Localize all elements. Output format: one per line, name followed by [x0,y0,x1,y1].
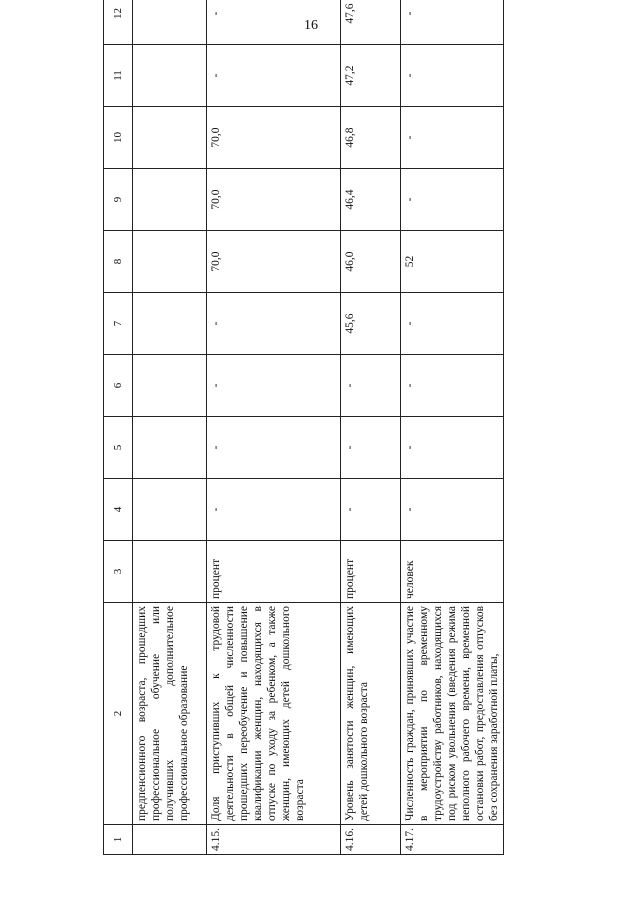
value-cell: 47,6 [341,0,401,45]
row-unit [133,541,207,603]
value-cell: 47,2 [341,45,401,107]
row-number: 4.17. [401,825,504,855]
header-cell: 1 [104,825,133,855]
value-cell: 70,0 [207,107,341,169]
row-unit: процент [207,541,341,603]
header-cell: 10 [104,107,133,169]
value-cell: - [401,0,504,45]
row-description: Доля приступивших к трудовой деятельности в общей численности прошедших переобучение и повышение квалификации женщин, находящихся в отпуске по уходу за ребенком, а также женщин, имеющих детей дошкольного возраста [207,603,341,825]
value-cell: - [401,45,504,107]
header-cell: 7 [104,293,133,355]
value-cell: 70,0 [207,169,341,231]
header-row [104,0,133,855]
page-number: 16 [304,18,318,33]
header-cell: 12 [104,0,133,45]
value-cell [133,45,207,107]
value-cell: - [207,45,341,107]
value-cell: - [401,293,504,355]
table-row [401,0,504,855]
header-cell: 8 [104,231,133,293]
value-cell: 46,0 [341,231,401,293]
value-cell: - [401,107,504,169]
header-cell: 6 [104,355,133,417]
value-cell: - [401,169,504,231]
value-cell [133,417,207,479]
value-cell: 45,6 [341,293,401,355]
value-cell [133,107,207,169]
value-cell [133,355,207,417]
table-row [341,0,401,855]
table-frame [103,3,500,855]
header-cell: 3 [104,541,133,603]
row-number: 4.15. [207,825,341,855]
value-cell: - [207,355,341,417]
value-cell: 46,8 [341,107,401,169]
value-cell: - [401,355,504,417]
value-cell: - [207,417,341,479]
value-cell: - [341,355,401,417]
value-cell: - [341,479,401,541]
value-cell: - [207,0,341,45]
row-description: Численность граждан, принявших участие в мероприятии по временному трудоустройству работников, находящихся под риском увольнения (введения режима неполного рабочего времени, временной остановки работ, предоставления отпусков без сохранения заработной платы, [401,603,504,825]
value-cell: 70,0 [207,231,341,293]
value-cell [133,231,207,293]
row-description: предпенсионного возраста, прошедших профессиональное обучение или получивших дополнительное профессиональное образование [133,603,207,825]
header-cell: 2 [104,603,133,825]
header-cell: 5 [104,417,133,479]
value-cell: - [341,417,401,479]
value-cell: 52 [401,231,504,293]
value-cell: 46,4 [341,169,401,231]
value-cell [133,293,207,355]
row-number: 4.16. [341,825,401,855]
header-cell: 9 [104,169,133,231]
value-cell: - [207,293,341,355]
value-cell [133,479,207,541]
row-unit: человек [401,541,504,603]
row-description: Уровень занятости женщин, имеющих детей дошкольного возраста [341,603,401,825]
indicator-table [103,0,504,855]
value-cell: - [207,479,341,541]
row-unit: процент [341,541,401,603]
value-cell: - [401,479,504,541]
value-cell: - [401,417,504,479]
row-number [133,825,207,855]
value-cell [133,169,207,231]
header-cell: 11 [104,45,133,107]
table-row [207,0,341,855]
header-cell: 4 [104,479,133,541]
value-cell [133,0,207,45]
table-row [133,0,207,855]
